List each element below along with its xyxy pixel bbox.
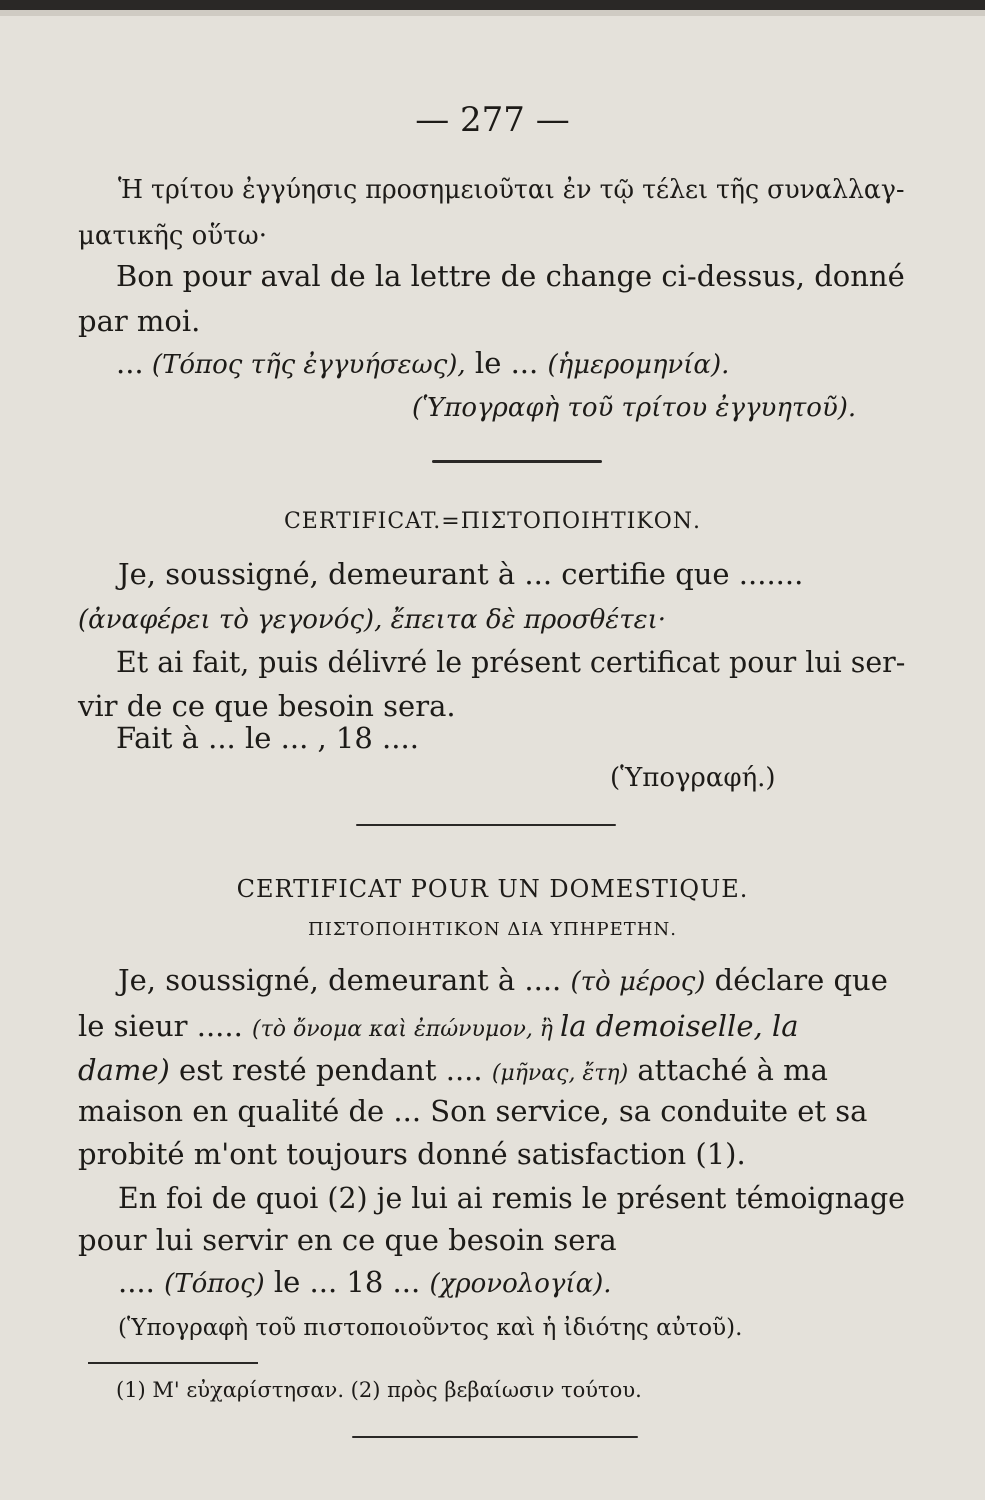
footnote: (1) Μ' εὐχαρίστησαν. (2) πρὸς βεβαίωσιν τούτου. — [116, 1378, 642, 1402]
s3-line-3 — [78, 1052, 828, 1092]
s1-line-5 — [116, 345, 729, 383]
s3-line-3-d: attaché à ma — [628, 1053, 828, 1087]
s1-line-5-dots: ... — [116, 346, 144, 380]
section-separator — [432, 460, 602, 463]
s1-line-2: ματικῆς οὕτω· — [78, 221, 267, 251]
s3-line-1-c: déclare que — [705, 963, 888, 997]
s3-line-5: probité m'ont toujours donné satisfaction (1). — [78, 1137, 746, 1171]
s1-line-4: par moi. — [78, 304, 201, 338]
s3-line-8-a: .... — [118, 1265, 165, 1299]
page-number: — 277 — — [415, 100, 570, 140]
s3-signature: (Ὑπογραφὴ τοῦ πιστοποιοῦντος καὶ ἡ ἰδιότης αὐτοῦ). — [118, 1315, 743, 1341]
domestique-heading-greek: ΠΙΣΤΟΠΟΙΗΤΙΚΟΝ ΔΙΑ ΥΠΗΡΕΤΗΝ. — [308, 919, 677, 940]
s2-signature: (Ὑπογραφή.) — [610, 763, 776, 793]
s3-line-3-c: (μῆνας, ἔτη) — [491, 1061, 629, 1086]
s2-line-1: Je, soussigné, demeurant à ... certifie que ....... — [118, 557, 804, 591]
s3-line-1-b: (τὸ μέρος) — [570, 967, 706, 997]
s3-line-8-d: (χρονολογία). — [429, 1269, 612, 1299]
s2-line-3: Et ai fait, puis délivré le présent certificat pour lui ser- — [116, 645, 906, 679]
s3-line-6: En foi de quoi (2) je lui ai remis le présent témoignage — [118, 1181, 905, 1215]
s3-line-7: pour lui servir en ce que besoin sera — [78, 1223, 617, 1257]
page-end-rule — [352, 1436, 638, 1438]
s2-line-5: Fait à ... le ... , 18 .... — [116, 721, 419, 755]
s2-line-2: (ἀναφέρει τὸ γεγονός), ἔπειτα δὲ προσθέτει· — [78, 605, 667, 635]
s3-line-8-c: le ... 18 ... — [264, 1265, 430, 1299]
s3-line-1-a: Je, soussigné, demeurant à .... — [118, 963, 571, 997]
s1-line-3: Bon pour aval de la lettre de change ci-dessus, donné — [116, 259, 905, 293]
s3-line-8 — [118, 1264, 612, 1302]
footnote-rule — [88, 1362, 258, 1364]
section-separator-2 — [356, 824, 616, 826]
s3-line-2-a: le sieur ..... — [78, 1009, 253, 1043]
s1-line-5-date: (ἡμερομηνία). — [547, 350, 730, 380]
s3-line-2 — [78, 1008, 798, 1048]
s3-line-8-b: (Τόπος) — [164, 1269, 265, 1299]
domestique-heading: CERTIFICAT POUR UN DOMESTIQUE. — [236, 875, 749, 903]
s2-line-4: vir de ce que besoin sera. — [78, 689, 456, 723]
s1-line-5-place: (Τόπος τῆς ἐγγυήσεως), — [143, 350, 466, 380]
s3-line-4: maison en qualité de ... Son service, sa conduite et sa — [78, 1094, 868, 1128]
s3-line-1 — [118, 962, 888, 1000]
s3-line-2-c: la demoiselle, la — [559, 1009, 799, 1043]
s1-line-1: Ἡ τρίτου ἐγγύησις προσημειοῦται ἐν τῷ τέλει τῆς συναλλαγ- — [118, 175, 905, 205]
s1-line-5-le: le ... — [465, 346, 548, 380]
s3-line-2-b: (τὸ ὄνομα καὶ ἐπώνυμον, ἢ — [252, 1017, 560, 1042]
certificat-heading: CERTIFICAT.=ΠΙΣΤΟΠΟΙΗΤΙΚΟΝ. — [283, 509, 702, 534]
s1-signature: (Ὑπογραφὴ τοῦ τρίτου ἐγγυητοῦ). — [412, 393, 857, 423]
s3-line-3-a: dame) — [78, 1053, 170, 1087]
s3-line-3-b: est resté pendant .... — [169, 1053, 492, 1087]
